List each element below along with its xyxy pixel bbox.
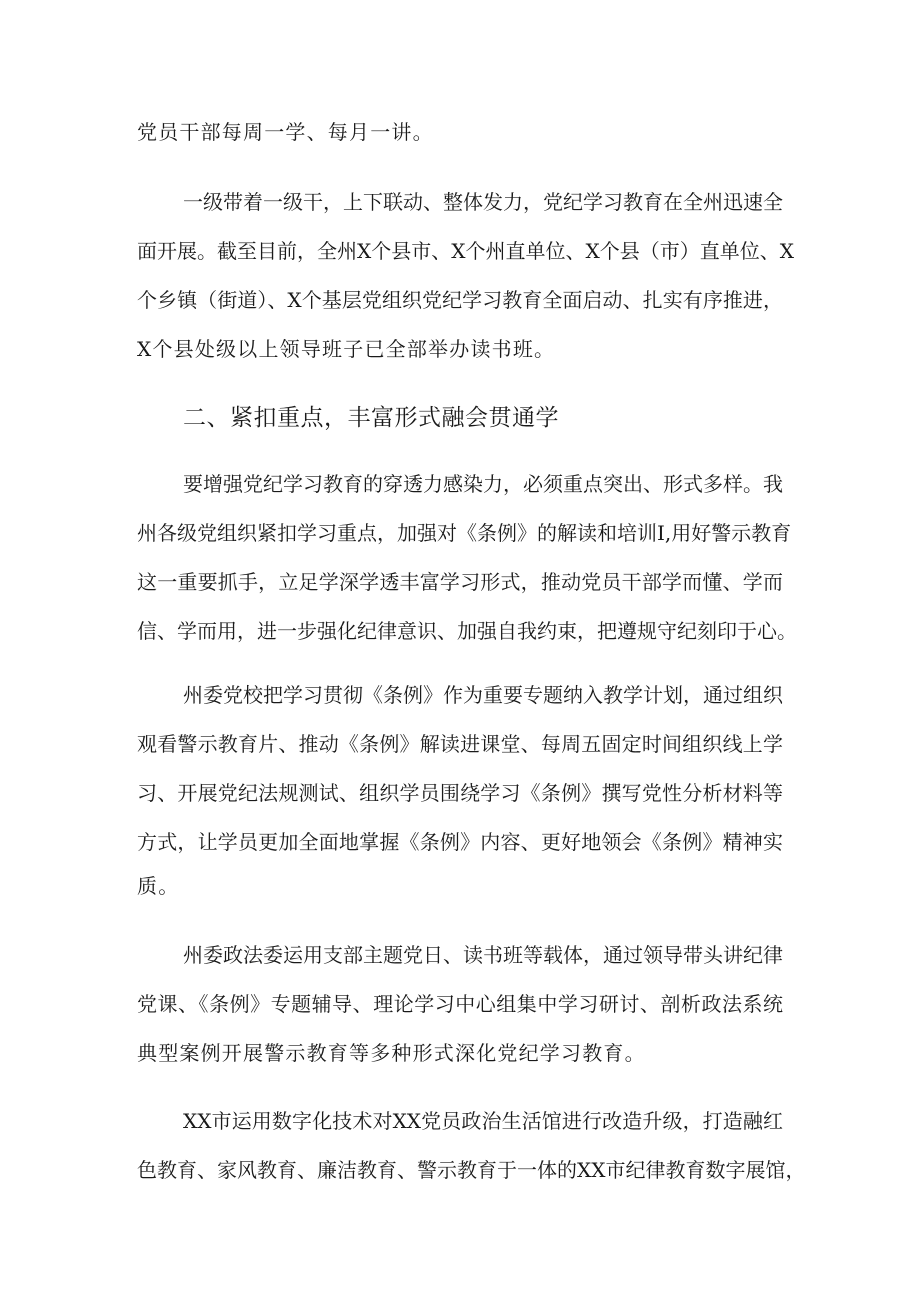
paragraph-line: 州委党校把学习贯彻《条例》作为重要专题纳入教学计划，通过组织 xyxy=(183,683,783,707)
paragraph-line: 个乡镇（街道）、X个基层党组织党纪学习教育全面启动、扎实有序推进， xyxy=(137,288,783,312)
paragraph-line: 色教育、家风教育、廉洁教育、警示教育于一体的XX市纪律教育数字展馆， xyxy=(137,1158,806,1182)
paragraph-line: XX市运用数字化技术对XX党员政治生活馆进行改造升级，打造融红 xyxy=(183,1109,783,1133)
paragraph-line: 党课、《条例》专题辅导、理论学习中心组集中学习研讨、剖析政法系统 xyxy=(137,992,783,1016)
paragraph-line: X个县处级以上领导班子已全部举办读书班。 xyxy=(137,337,556,361)
paragraph-line: 面开展。截至目前，全州X个县市、X个州直单位、X个县（市）直单位、X xyxy=(137,239,794,263)
paragraph-line: 方式，让学员更加全面地掌握《条例》内容、更好地领会《条例》精神实 xyxy=(137,830,783,854)
paragraph-line: 一级带着一级干，上下联动、整体发力，党纪学习教育在全州迅速全 xyxy=(183,190,783,214)
paragraph-line: 这一重要抓手，立足学深学透丰富学习形式，推动党员干部学而懂、学而 xyxy=(137,570,783,594)
paragraph-line: 州各级党组织紧扣学习重点，加强对《条例》的解读和培训I,用好警示教育 xyxy=(137,521,792,545)
paragraph-line: 信、学而用，进一步强化纪律意识、加强自我约束，把遵规守纪刻印于心。 xyxy=(137,619,797,643)
section-heading: 二、紧扣重点，丰富形式融会贯通学 xyxy=(183,405,559,431)
paragraph-line: 党员干部每周一学、每月一讲。 xyxy=(137,120,434,144)
paragraph-line: 州委政法委运用支部主题党日、读书班等载体，通过领导带头讲纪律 xyxy=(183,943,783,967)
paragraph-line: 质。 xyxy=(137,874,180,898)
paragraph-line: 习、开展党纪法规测试、组织学员围绕学习《条例》撰写党性分析材料等 xyxy=(137,781,783,805)
paragraph-line: 观看警示教育片、推动《条例》解读进课堂、每周五固定时间组织线上学 xyxy=(137,732,783,756)
paragraph-line: 典型案例开展警示教育等多种形式深化党纪学习教育。 xyxy=(137,1041,646,1065)
paragraph-line: 要增强党纪学习教育的穿透力感染力，必须重点突出、形式多样。我 xyxy=(183,472,783,496)
